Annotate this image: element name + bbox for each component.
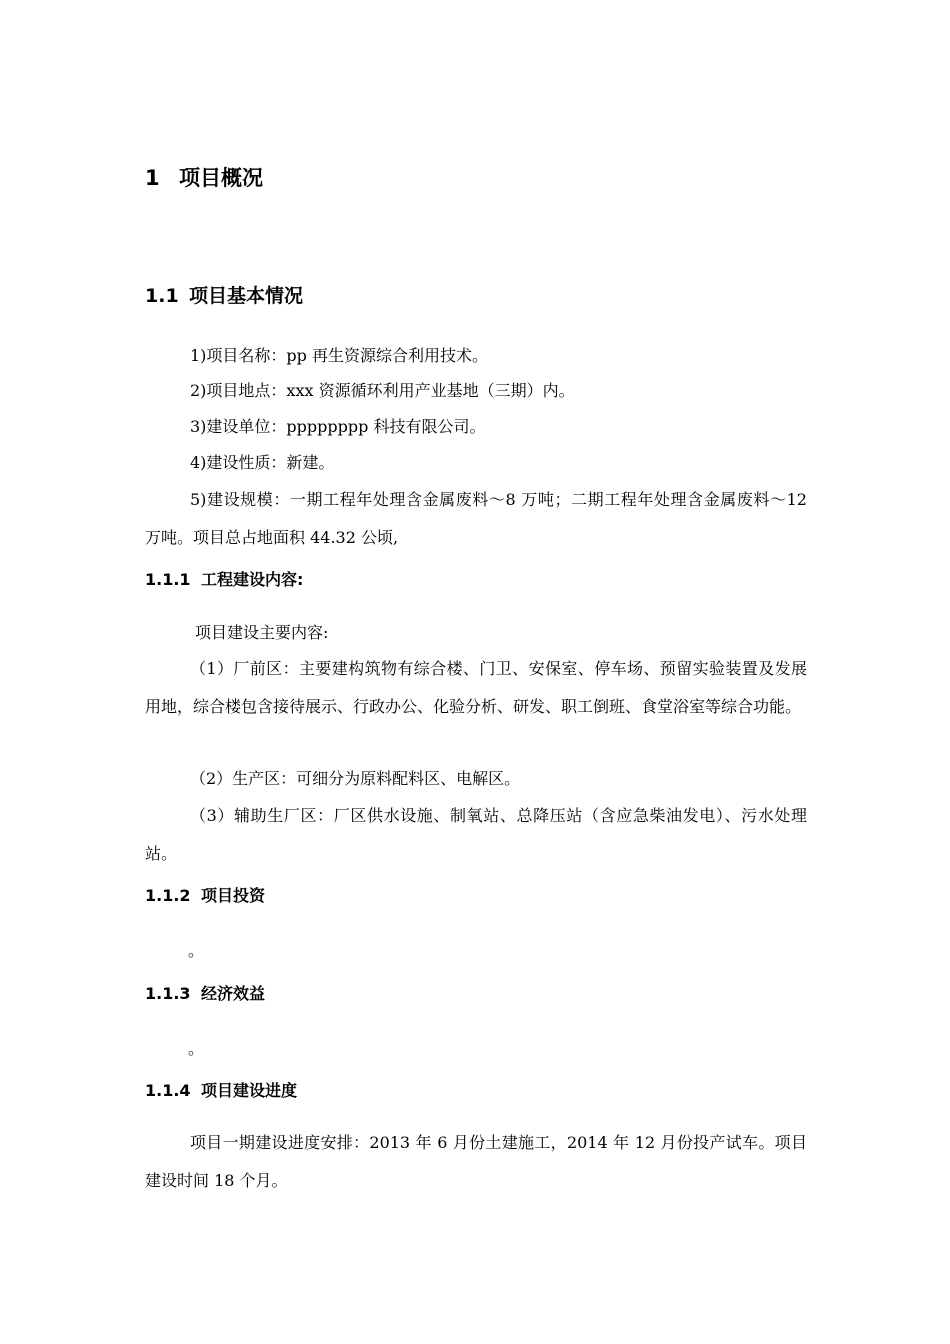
subsection-number: 1.1.3 xyxy=(145,984,191,1003)
construction-item-front: （1）厂前区：主要建构筑物有综合楼、门卫、安保室、停车场、预留实验装置及发展用地，综合楼包含接待展示、行政办公、化验分析、研发、职工倒班、食堂浴室等综合功能。 xyxy=(145,659,807,716)
subsection-heading-schedule xyxy=(145,1076,297,1106)
section-number: 1.1 xyxy=(145,285,179,307)
investment-body: 。 xyxy=(188,941,205,960)
subsection-title: 项目投资 xyxy=(201,886,266,905)
section-title: 项目基本情况 xyxy=(189,285,304,307)
construction-item-production: （2）生产区：可细分为原料配料区、电解区。 xyxy=(190,769,521,788)
schedule-body: 项目一期建设进度安排：2013 年 6 月份土建施工，2014 年 12 月份投产试车。项目建设时间 18 个月。 xyxy=(145,1133,807,1190)
subsection-number: 1.1.4 xyxy=(145,1081,191,1100)
basic-item-location: 2)项目地点：xxx 资源循环利用产业基地（三期）内。 xyxy=(190,381,575,400)
subsection-title: 经济效益 xyxy=(201,984,266,1003)
subsection-heading-benefit xyxy=(145,979,265,1009)
chapter-number: 1 xyxy=(145,166,160,190)
basic-item-name: 1)项目名称：pp 再生资源综合利用技术。 xyxy=(190,346,488,365)
basic-item-nature: 4)建设性质：新建。 xyxy=(190,453,335,472)
construction-item-auxiliary: （3）辅助生厂区：厂区供水设施、制氧站、总降压站（含应急柴油发电）、污水处理站。 xyxy=(145,806,807,863)
chapter-title: 项目概况 xyxy=(179,166,263,190)
subsection-number: 1.1.1 xyxy=(145,570,191,589)
subsection-number: 1.1.2 xyxy=(145,886,191,905)
section-heading xyxy=(145,279,303,313)
chapter-heading xyxy=(145,160,263,196)
subsection-heading-construction xyxy=(145,565,303,595)
subsection-title: 项目建设进度 xyxy=(201,1081,298,1100)
subsection-heading-investment xyxy=(145,881,265,911)
basic-item-scale: 5)建设规模：一期工程年处理含金属废料～8 万吨；二期工程年处理含金属废料～12 万吨。项目总占地面积 44.32 公顷, xyxy=(145,490,807,547)
construction-intro: 项目建设主要内容: xyxy=(195,623,329,642)
benefit-body: 。 xyxy=(188,1039,205,1058)
basic-item-owner: 3)建设单位：pppppppp 科技有限公司。 xyxy=(190,417,486,436)
subsection-title: 工程建设内容: xyxy=(201,570,304,589)
